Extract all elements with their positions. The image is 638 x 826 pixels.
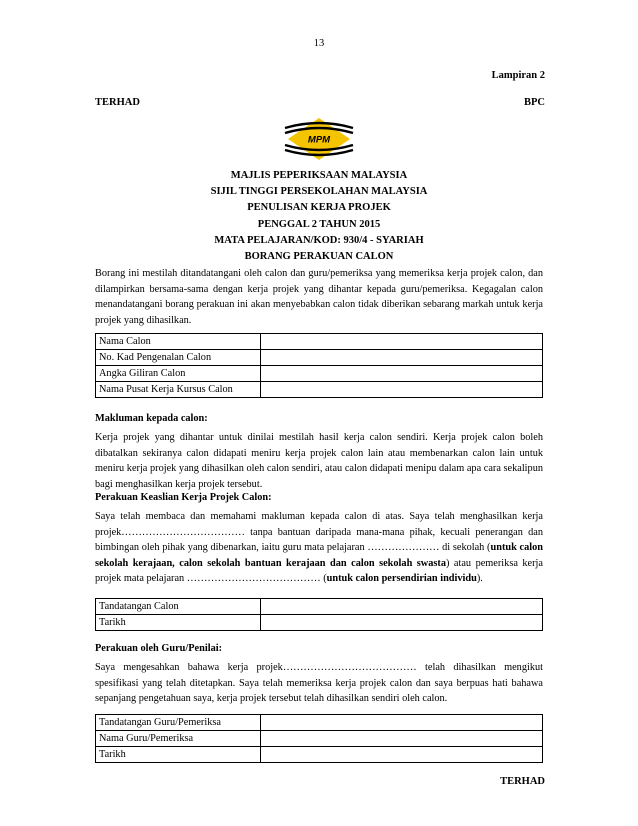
table-row xyxy=(96,747,543,763)
teacher-date-field[interactable] xyxy=(261,747,543,763)
info-paragraph: Kerja projek yang dihantar untuk dinilai mestilah hasil kerja calon sendiri. Kerja projek calon boleh dibatalkan sekiranya calon didapati meniru kerja projek calon lain atau membenarkan calon lain untuk meniru kerja projek yang dihasilkan oleh calon sendiri, atau calon didapati menipu dalam apa cara sekalipun bagi menghasilkan kerja projek tersebut. xyxy=(95,432,543,490)
field-label: Nama Guru/Pemeriksa xyxy=(96,731,261,747)
candidate-name-field[interactable] xyxy=(261,334,543,350)
candidate-details-table xyxy=(95,333,543,398)
field-label: Tarikh xyxy=(96,615,261,631)
table-row xyxy=(96,366,543,382)
ic-number-field[interactable] xyxy=(261,350,543,366)
heading-certificate: SIJIL TINGGI PERSEKOLAHAN MALAYSIA xyxy=(210,186,428,198)
field-label: Tandatangan Calon xyxy=(96,599,261,615)
table-row xyxy=(96,350,543,366)
field-label: Tarikh xyxy=(96,747,261,763)
teacher-name-field[interactable] xyxy=(261,731,543,747)
index-number-field[interactable] xyxy=(261,366,543,382)
table-row xyxy=(96,615,543,631)
heading-subject: MATA PELAJARAN/KOD: 930/4 - SYARIAH xyxy=(214,234,424,246)
declaration-text: Saya telah membaca dan memahami makluman kepada calon di atas. Saya telah menghasilkan kerja projek……………………………… tanpa bantuan daripada mana-mana pihak, kecuali penerangan dan bimbingan oleh pihak yang dibenarkan, iaitu guru mata pelajaran ………………… di sekolah ( xyxy=(95,511,543,554)
classification-footer: TERHAD xyxy=(500,776,545,787)
classification-label: TERHAD xyxy=(95,97,140,108)
field-label: Angka Giliran Calon xyxy=(96,366,261,382)
teacher-declaration-paragraph: Saya mengesahkan bahawa kerja projek………………………………… telah dihasilkan mengikut spesifikasi yang telah ditetapkan. Saya telah memeriksa kerja projek calon dan saya berpuas hati bahawa sepanjang pengetahuan saya, kerja projek tersebut telah dihasilkan sendiri oleh calon. xyxy=(95,662,543,705)
appendix-label: Lampiran 2 xyxy=(491,70,545,81)
candidate-sign-table xyxy=(95,598,543,631)
heading-project: PENULISAN KERJA PROJEK xyxy=(247,202,391,214)
mpm-logo-icon xyxy=(284,116,354,162)
field-label: Nama Calon xyxy=(96,334,261,350)
declaration-text: ). xyxy=(476,573,483,585)
teacher-declaration-title: Perakuan oleh Guru/Penilai: xyxy=(95,643,223,654)
centre-name-field[interactable] xyxy=(261,382,543,398)
table-row xyxy=(96,599,543,615)
declaration-bold-text: untuk calon persendirian individu xyxy=(326,573,477,585)
field-label: Tandatangan Guru/Pemeriksa xyxy=(96,715,261,731)
field-label: Nama Pusat Kerja Kursus Calon xyxy=(96,382,261,398)
teacher-signature-field[interactable] xyxy=(261,715,543,731)
table-row xyxy=(96,731,543,747)
table-row xyxy=(96,715,543,731)
declaration-text: ) atau pemeriksa kerja projek mata pelajaran ………………………………… ( xyxy=(95,557,543,585)
candidate-declaration-paragraph xyxy=(95,509,543,587)
field-label: No. Kad Pengenalan Calon xyxy=(96,350,261,366)
candidate-signature-field[interactable] xyxy=(261,599,543,615)
page-number: 13 xyxy=(313,38,325,49)
info-title: Makluman kepada calon: xyxy=(95,413,208,424)
candidate-declaration-title: Perakuan Keaslian Kerja Projek Calon: xyxy=(95,492,272,503)
table-row xyxy=(96,334,543,350)
heading-form-title: BORANG PERAKUAN CALON xyxy=(244,251,394,263)
code-label: BPC xyxy=(524,97,545,108)
document-headings xyxy=(0,168,638,265)
table-row xyxy=(96,382,543,398)
heading-term: PENGGAL 2 TAHUN 2015 xyxy=(257,218,381,230)
declaration-bold-text: untuk calon sekolah kerajaan, calon sekolah bantuan kerajaan dan calon sekolah swasta xyxy=(95,542,543,569)
heading-council: MAJLIS PEPERIKSAAN MALAYSIA xyxy=(230,170,408,181)
candidate-date-field[interactable] xyxy=(261,615,543,631)
teacher-sign-table xyxy=(95,714,543,763)
intro-paragraph: Borang ini mestilah ditandatangani oleh calon dan guru/pemeriksa yang memeriksa kerja projek calon, dan dilampirkan bersama-sama dengan kerja projek yang dihantar kepada guru/pemeriksa. Kegagalan calon menandatangani borang perakuan ini akan menyebabkan calon tidak diberikan sebarang markah untuk kerja projek yang dihasilkan. xyxy=(95,268,543,326)
logo-text: MPM xyxy=(307,134,331,146)
